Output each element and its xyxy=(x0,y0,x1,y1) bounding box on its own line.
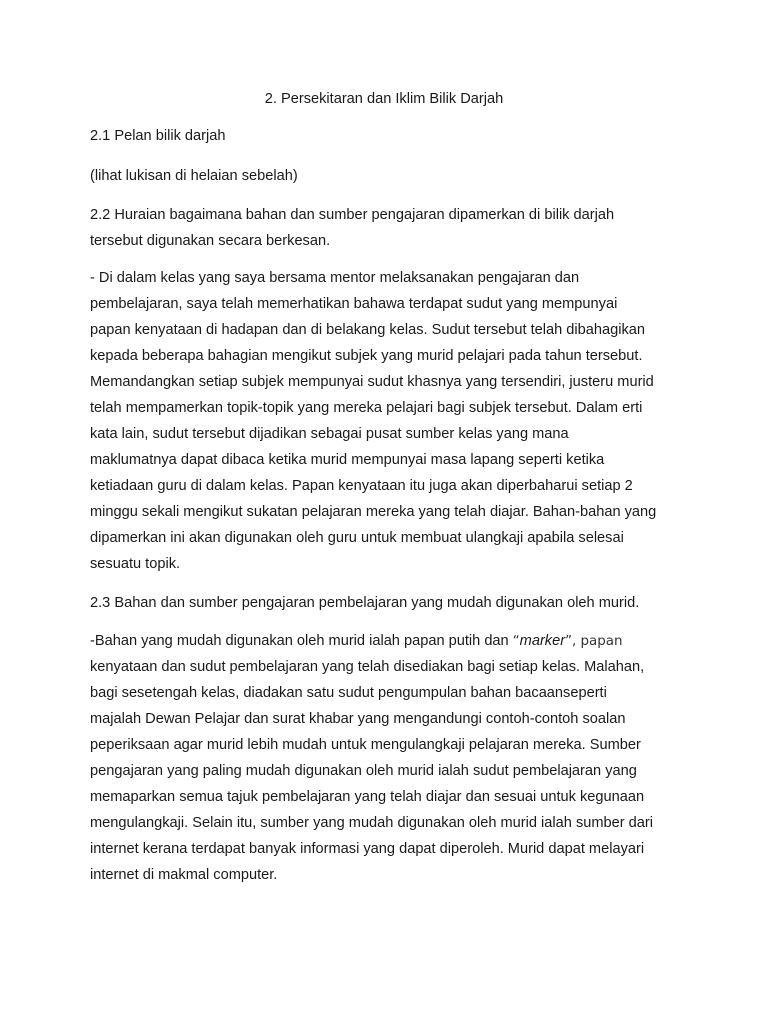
section-2-1-note xyxy=(90,166,690,186)
heading-text: 2.1 Pelan bilik darjah xyxy=(90,128,226,144)
paragraph-line: kata lain, sudut tersebut dijadikan sebagai pusat sumber kelas yang mana xyxy=(90,426,569,442)
heading-text: 2.3 Bahan dan sumber pengajaran pembelajaran yang mudah digunakan oleh murid. xyxy=(90,595,640,611)
paragraph-line: telah mempamerkan topik-topik yang mereka pelajari bagi subjek tersebut. Dalam erti xyxy=(90,400,643,416)
paragraph-line: kenyataan dan sudut pembelajaran yang telah disediakan bagi setiap kelas. Malahan, xyxy=(90,659,645,675)
paragraph-line: mengulangkaji. Selain itu, sumber yang mudah digunakan oleh murid ialah sumber dari xyxy=(90,815,653,831)
section-2-2-paragraph xyxy=(90,265,690,577)
paragraph-line: Memandangkan setiap subjek mempunyai sudut khasnya yang tersendiri, justeru murid xyxy=(90,374,654,390)
section-2-3-heading xyxy=(90,590,690,616)
heading-line: 2.2 Huraian bagaimana bahan dan sumber pengajaran dipamerkan di bilik darjah xyxy=(90,207,615,223)
paragraph-line: sesuatu topik. xyxy=(90,556,181,572)
paragraph-line: majalah Dewan Pelajar dan surat khabar yang mengandungi contoh-contoh soalan xyxy=(90,711,626,727)
paragraph-line: dipamerkan ini akan digunakan oleh guru untuk membuat ulangkaji apabila selesai xyxy=(90,530,624,546)
paragraph-line: bagi sesetengah kelas, diadakan satu sudut pengumpulan bahan bacaanseperti xyxy=(90,685,607,701)
paragraph-line: pembelajaran, saya telah memerhatikan bahawa terdapat sudut yang mempunyai xyxy=(90,296,618,312)
paragraph-line: - Di dalam kelas yang saya bersama mentor melaksanakan pengajaran dan xyxy=(90,270,580,286)
close-quote: ” xyxy=(565,634,573,649)
document-title: 2. Persekitaran dan Iklim Bilik Darjah xyxy=(264,91,504,107)
paragraph-line: internet di makmal computer. xyxy=(90,867,278,883)
section-2-1-heading xyxy=(90,126,690,146)
note-text: (lihat lukisan di helaian sebelah) xyxy=(90,168,298,184)
paragraph-line: minggu sekali mengikut sukatan pelajaran mereka yang telah diajar. Bahan-bahan yang xyxy=(90,504,657,520)
paragraph-line: pengajaran yang paling mudah digunakan oleh murid ialah sudut pembelajaran yang xyxy=(90,763,637,779)
paragraph-line: peperiksaan agar murid lebih mudah untuk mengulangkaji pelajaran mereka. Sumber xyxy=(90,737,641,753)
marker-word: marker xyxy=(519,633,566,649)
paragraph-line: ketiadaan guru di dalam kelas. Papan kenyataan itu juga akan diperbaharui setiap 2 xyxy=(90,478,633,494)
line-text-after: , papan xyxy=(572,634,623,649)
paragraph-line: papan kenyataan di hadapan dan di belakang kelas. Sudut tersebut telah dibahagikan xyxy=(90,322,645,338)
paragraph-line: internet kerana terdapat banyak informasi yang dapat diperoleh. Murid dapat melayari xyxy=(90,841,645,857)
paragraph-line: kepada beberapa bahagian mengikut subjek yang murid pelajari pada tahun tersebut. xyxy=(90,348,643,364)
section-2-2-heading xyxy=(90,202,690,254)
open-quote: “ xyxy=(512,634,520,649)
paragraph-line: memaparkan semua tajuk pembelajaran yang telah diajar dan sesuai untuk kegunaan xyxy=(90,789,645,805)
line-text-before: -Bahan yang mudah digunakan oleh murid ialah papan putih dan xyxy=(90,633,513,649)
heading-line: tersebut digunakan secara berkesan. xyxy=(90,233,331,249)
paragraph-line: maklumatnya dapat dibaca ketika murid mempunyai masa lapang seperti ketika xyxy=(90,452,605,468)
paragraph-line-first xyxy=(90,628,690,654)
section-2-3-paragraph xyxy=(90,628,690,888)
